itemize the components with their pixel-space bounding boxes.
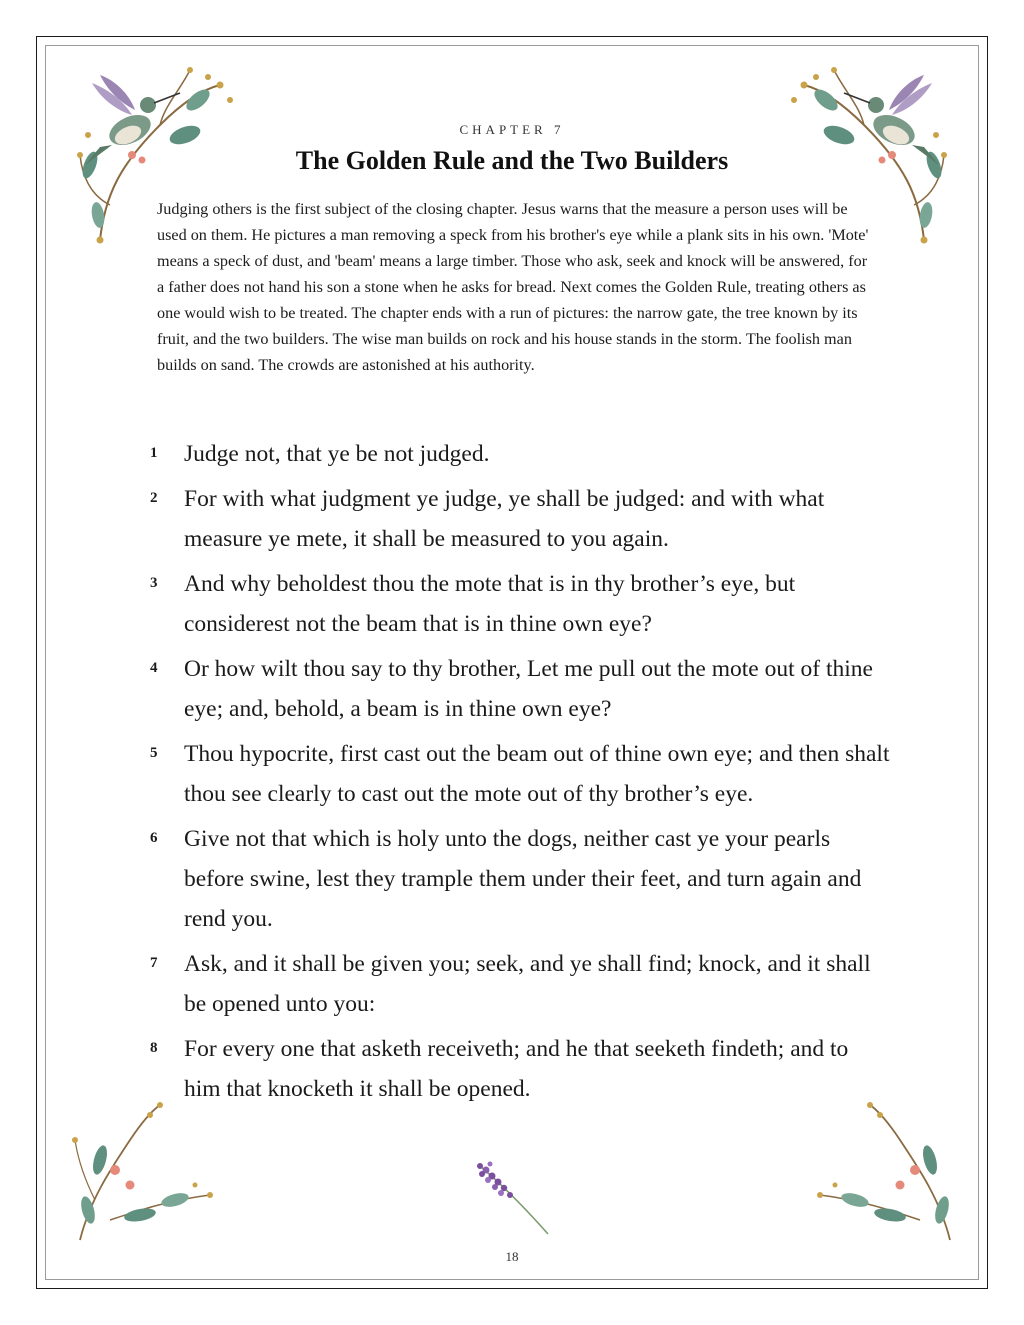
verse-item [150, 1029, 890, 1109]
verse-list [150, 434, 890, 1114]
verse-item [150, 649, 890, 729]
chapter-label: CHAPTER 7 [459, 122, 565, 137]
verse-text: Thou hypocrite, first cast out the beam out of thine own eye; and then shalt thou see clearly to cast out the mote out of thy brother’s eye. [184, 741, 890, 807]
page-number: 18 [505, 1249, 519, 1264]
page-title: The Golden Rule and the Two Builders [295, 146, 729, 175]
verse-number: 1 [150, 445, 158, 461]
verse-item [150, 479, 890, 559]
verse-text: Ask, and it shall be given you; seek, and ye shall find; knock, and it shall be opened unto you: [184, 951, 871, 1017]
verse-number: 5 [150, 745, 158, 761]
verse-text: Give not that which is holy unto the dogs, neither cast ye your pearls before swine, lest they trample them under their feet, and turn again and rend you. [184, 826, 862, 932]
verse-text: Or how wilt thou say to thy brother, Let me pull out the mote out of thine eye; and, behold, a beam is in thine own eye? [184, 656, 873, 722]
lavender-sprig-icon [470, 1158, 555, 1238]
verse-item [150, 564, 890, 644]
verse-number: 8 [150, 1040, 158, 1056]
verse-number: 2 [150, 490, 158, 506]
verse-number: 6 [150, 830, 158, 846]
floral-sprig-icon [810, 1100, 960, 1245]
verse-number: 4 [150, 660, 158, 676]
verse-item [150, 944, 890, 1024]
verse-number: 3 [150, 575, 158, 591]
verse-item [150, 434, 890, 474]
verse-text: For every one that asketh receiveth; and he that seeketh findeth; and to him that knocketh it shall be opened. [184, 1036, 849, 1102]
verse-item [150, 734, 890, 814]
floral-sprig-icon [70, 1100, 220, 1245]
verse-text: Judge not, that ye be not judged. [184, 441, 490, 467]
chapter-summary: Judging others is the first subject of the closing chapter. Jesus warns that the measure a person uses will be used on them. He pictures a man removing a speck from his brother's eye while a plank sits in his own. 'Mote' means a speck of dust, and 'beam' means a large timber. Those who ask, seek and knock will be answered, for a father does not hand his son a stone when he asks for bread. Next comes the Golden Rule, treating others as one would wish to be treated. The chapter ends with a run of pictures: the narrow gate, the tree known by its fruit, and the two builders. The wise man builds on rock and his house stands in the storm. The foolish man builds on sand. The crowds are astonished at his authority. [157, 200, 869, 374]
verse-number: 7 [150, 955, 158, 971]
verse-text: And why beholdest thou the mote that is in thy brother’s eye, but considerest not the beam that is in thine own eye? [184, 571, 796, 637]
verse-text: For with what judgment ye judge, ye shall be judged: and with what measure ye mete, it shall be measured to you again. [184, 486, 825, 552]
verse-item [150, 819, 890, 939]
